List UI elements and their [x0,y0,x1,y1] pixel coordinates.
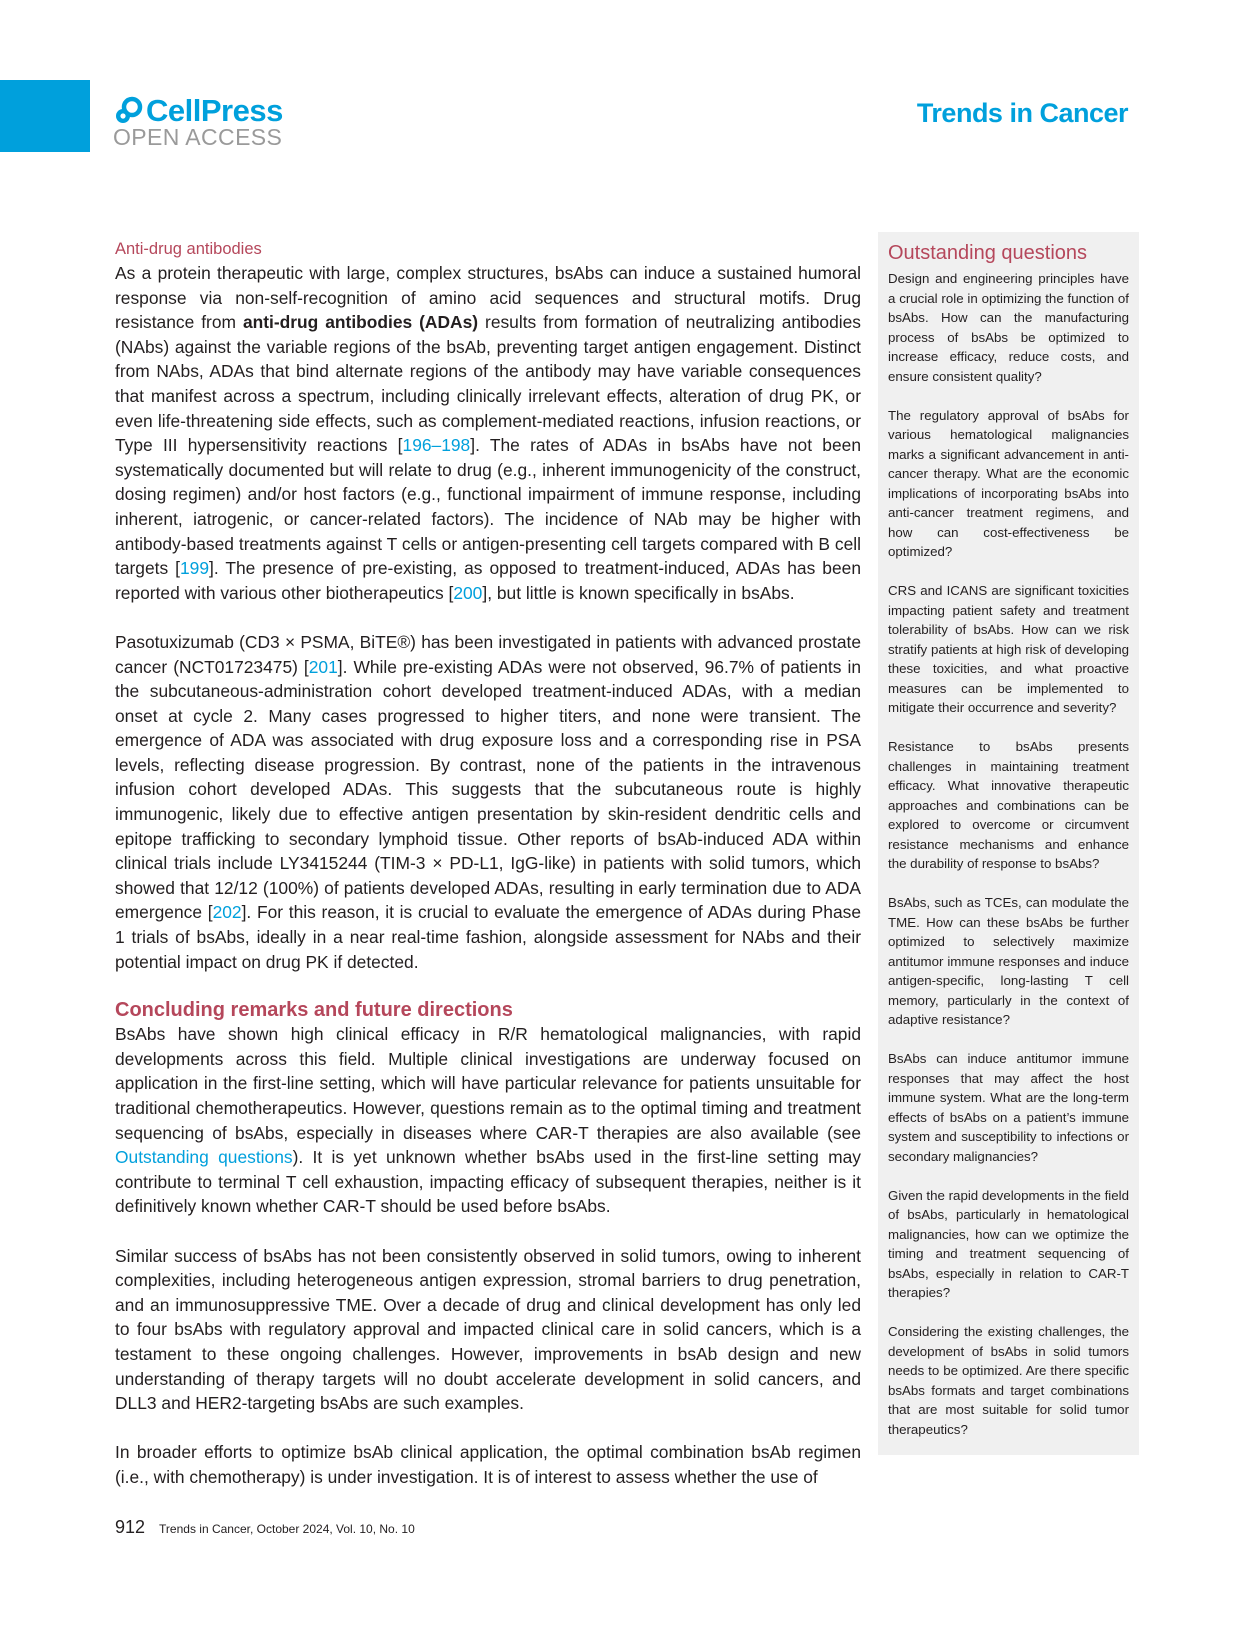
cellpress-logo[interactable] [113,93,283,150]
reference-link[interactable]: 196–198 [402,435,471,456]
question-item: Given the rapid developments in the field of bsAbs, particularly in hematological malignancies, how can we optimize the timing and treatment sequencing of bsAbs, especially in relation to CAR-T therapies? [888,1187,1129,1300]
question-item: Considering the existing challenges, the development of bsAbs in solid tumors needs to be optimized. Are there specific bsAbs formats and target combinations that are most suitable for solid tumor therapeutics? [888,1324,1129,1437]
question-item: BsAbs can induce antitumor immune responses that may affect the host immune system. What are the long-term effects of bsAbs on a patient’s immune system and susceptibility to infections or secondary malignancies? [888,1051,1129,1164]
journal-citation: Trends in Cancer, October 2024, Vol. 10, No. 10 [159,1522,415,1536]
text-span: ], but little is known specifically in bsAbs. [482,582,795,603]
question-item: CRS and ICANS are significant toxicities impacting patient safety and treatment tolerability of bsAbs. How can we risk stratify patients at high risk of developing these toxicities, and what proactive measures can be implemented to mitigate their occurrence and severity? [888,583,1129,715]
text-span: BsAbs have shown high clinical efficacy in R/R hematological malignancies, with rapid developments across this field. Multiple clinical investigations are underway focused on application in the first-line setting, which will have particular relevance for patients unsuitable for traditional chemotherapeutics. However, questions remain as to the optimal timing and treatment sequencing of bsAbs, especially in diseases where CAR-T therapies are also available (see [115,1024,861,1143]
question-item: Design and engineering principles have a crucial role in optimizing the function of bsAbs. How can the manufacturing process of bsAbs be optimized to increase efficacy, reduce costs, and ensure consistent quality? [888,271,1129,384]
outstanding-questions-box [878,232,1139,1455]
outstanding-questions-link[interactable]: Outstanding questions [115,1147,293,1168]
text-span: As a protein therapeutic with large, complex structures, bsAbs can induce a sustained humoral response via non-self-recognition of amino acid sequences and structural motifs. Drug resistance from [115,263,861,333]
journal-title: Trends in Cancer [916,98,1128,128]
reference-link[interactable]: 201 [308,656,338,677]
reference-link[interactable]: 200 [453,582,483,603]
term-ada: anti-drug antibodies (ADAs) [242,312,479,333]
main-column [115,238,861,1490]
publisher-name: CellPress [146,93,283,128]
text-span: ]. The rates of ADAs in bsAbs have not been systematically documented but will relate to drug (e.g., inherent immunogenicity of the construct, dosing regimen) and/or host factors (e.g., functional impairment of immune response, including inherent, iatrogenic, or cancer-related factors). The incidence of NAb may be higher with antibody-based treatments against T cells or antigen-presenting cell targets compared with B cell targets [ [115,435,861,579]
text-span: ]. For this reason, it is crucial to evaluate the emergence of ADAs during Phase 1 trials of bsAbs, ideally in a near real-time fashion, alongside assessment for NAbs and their potential impact on drug PK if detected. [115,902,861,972]
header-color-tab [0,80,90,152]
open-access-label: OPEN ACCESS [113,124,283,150]
paragraph-solid-tumors: Similar success of bsAbs has not been consistently observed in solid tumors, owing to inherent complexities, including heterogeneous antigen expression, stromal barriers to drug penetration, and an immunosuppressive TME. Over a decade of drug and clinical development has only led to four bsAbs with regulatory approval and impacted clinical care in solid cancers, which is a testament to these ongoing challenges. However, improvements in bsAb design and new understanding of therapy targets will no doubt accelerate development in solid cancers, and DLL3 and HER2-targeting bsAbs are such examples. [115,1245,861,1414]
question-item: Resistance to bsAbs presents challenges in maintaining treatment efficacy. What innovative therapeutic approaches and combinations can be explored to overcome or circumvent resistance mechanisms and enhance the durability of response to bsAbs? [888,739,1129,871]
text-span: ]. While pre-existing ADAs were not observed, 96.7% of patients in the subcutaneous-administration cohort developed treatment-induced ADAs, with a median onset at cycle 2. Many cases progressed to higher titers, and none were transient. The emergence of ADA was associated with drug exposure loss and a corresponding rise in PSA levels, reflecting disease progression. By contrast, none of the patients in the intravenous infusion cohort developed ADAs. This suggests that the subcutaneous route is highly immunogenic, likely due to effective antigen presentation by skin-resident dendritic cells and epitope trafficking to secondary lymphoid tissue. Other reports of bsAb-induced ADA within clinical trials include LY3415244 (TIM-3 × PD-L1, IgG-like) in patients with solid tumors, which showed that 12/12 (100%) of patients developed ADAs, resulting in early termination due to ADA emergence [ [115,656,861,923]
reference-link[interactable]: 202 [212,902,242,923]
paragraph-pasotuxizumab [115,630,861,974]
question-item: BsAbs, such as TCEs, can modulate the TME. How can these bsAbs be further optimized to selectively maximize antitumor immune responses and induce antigen-specific, long-lasting T cell memory, particularly in the context of adaptive resistance? [888,895,1129,1027]
question-item: The regulatory approval of bsAbs for various hematological malignancies marks a significant advancement in anti-cancer therapy. What are the economic implications of incorporating bsAbs into anti-cancer treatment regimens, and how can cost-effectiveness be optimized? [888,407,1129,559]
page-footer [115,1517,415,1538]
text-span: results from formation of neutralizing antibodies (NAbs) against the variable regions of the bsAb, preventing target antigen engagement. Distinct from NAbs, ADAs that bind alternate regions of the antibody may have variable consequences that manifest across a spectrum, including clinically irrelevant effects, alteration of drug PK, or even life-threatening side effects, such as complement-mediated reactions, infusion reactions, or Type III hypersensitivity reactions [ [115,312,861,456]
paragraph-concluding-1 [115,1022,861,1219]
text-span: Pasotuxizumab (CD3 × PSMA, BiTE®) has been investigated in patients with advanced prostate cancer (NCT01723475) [ [115,631,861,677]
cellpress-mark-icon [113,96,143,126]
page-number: 912 [115,1517,146,1537]
text-span: ). It is yet unknown whether bsAbs used in the first-line setting may contribute to terminal T cell exhaustion, impacting efficacy of subsequent therapies, neither is it definitively known whether CAR-T should be used before bsAbs. [115,1147,861,1217]
ada-subheading: Anti-drug antibodies [115,240,262,258]
paragraph-ada-intro [115,261,861,605]
paragraph-combination: In broader efforts to optimize bsAb clinical application, the optimal combination bsAb regimen (i.e., with chemotherapy) is under investigation. It is of interest to assess whether the use of [115,1442,861,1487]
sidebar-title: Outstanding questions [888,242,1088,264]
reference-link[interactable]: 199 [180,558,210,579]
text-span: ]. The presence of pre-existing, as opposed to treatment-induced, ADAs has been reported with various other biotherapeutics [ [115,558,861,603]
concluding-heading: Concluding remarks and future directions [115,999,513,1022]
